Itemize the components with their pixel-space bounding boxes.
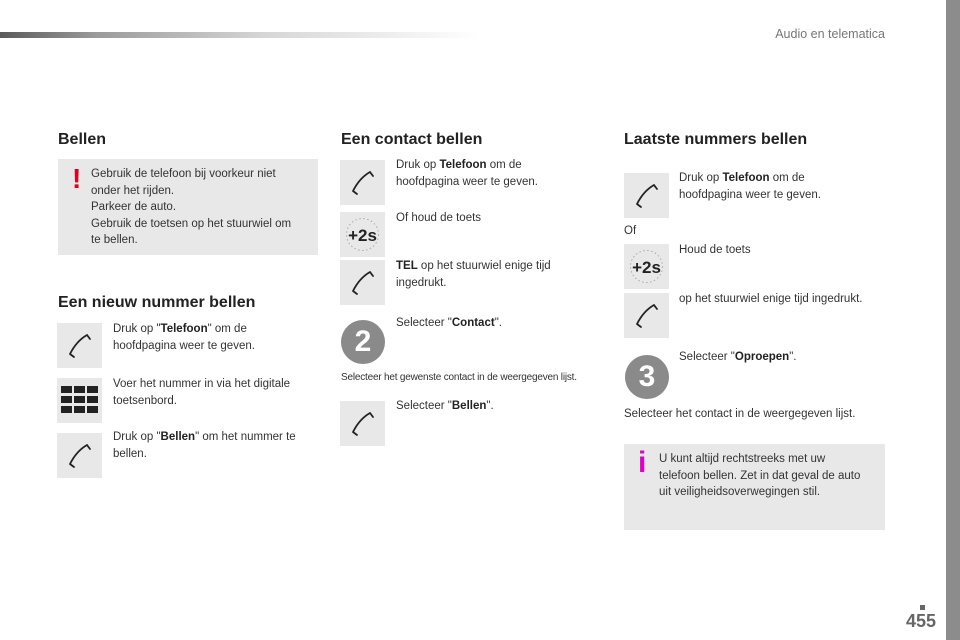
phone-tile bbox=[624, 293, 669, 338]
col2-step4-text: Selecteer "Contact". bbox=[396, 317, 502, 329]
col3-step3-text: op het stuurwiel enige tijd ingedrukt. bbox=[679, 293, 863, 305]
col3-step2-text: Houd de toets bbox=[679, 244, 751, 256]
keypad-tile bbox=[57, 378, 102, 423]
heading-contact: Een contact bellen bbox=[341, 131, 483, 148]
side-strip bbox=[946, 0, 960, 640]
phone-icon bbox=[340, 260, 385, 305]
phone-icon bbox=[624, 293, 669, 338]
hold-timer-icon bbox=[340, 212, 385, 257]
col3-step5-text: Selecteer het contact in de weergegeven lijst. bbox=[624, 408, 856, 420]
keypad-icon bbox=[57, 378, 102, 423]
col3-step1-text: Druk op Telefoon om de hoofdpagina weer te geven. bbox=[679, 172, 821, 201]
hold-timer-icon bbox=[624, 244, 669, 289]
phone-tile bbox=[340, 260, 385, 305]
col1-step3-text: Druk op "Bellen" om het nummer te bellen. bbox=[113, 431, 296, 460]
phone-icon bbox=[340, 160, 385, 205]
col2-note: Selecteer het gewenste contact in de weergegeven lijst. bbox=[341, 372, 577, 383]
info-icon: i bbox=[638, 446, 647, 479]
col1-step1-text: Druk op "Telefoon" om de hoofdpagina weer te geven. bbox=[113, 323, 255, 352]
warning-text: Gebruik de telefoon bij voorkeur niet onder het rijden. Parkeer de auto. Gebruik de toetsen op het stuurwiel om te bellen. bbox=[91, 168, 292, 246]
phone-tile bbox=[57, 433, 102, 478]
heading-recent: Laatste nummers bellen bbox=[624, 131, 808, 148]
col2-step3-text: TEL op het stuurwiel enige tijd ingedrukt. bbox=[396, 260, 551, 289]
col3-or: Of bbox=[624, 225, 637, 237]
col3-step4-text: Selecteer "Oproepen". bbox=[679, 351, 797, 363]
heading-new-number: Een nieuw nummer bellen bbox=[58, 294, 256, 311]
info-box bbox=[624, 444, 885, 530]
phone-tile bbox=[57, 323, 102, 368]
step-number-2: 2 bbox=[341, 320, 385, 364]
svg-text:+2s: +2s bbox=[632, 258, 661, 277]
col2-step5-text: Selecteer "Bellen". bbox=[396, 400, 494, 412]
phone-icon bbox=[624, 173, 669, 218]
phone-tile bbox=[340, 401, 385, 446]
header-gradient-bar bbox=[0, 32, 480, 38]
step-number-3: 3 bbox=[625, 355, 669, 399]
phone-tile bbox=[624, 173, 669, 218]
page-number: 455 bbox=[905, 611, 936, 631]
phone-icon bbox=[57, 323, 102, 368]
warning-box bbox=[58, 159, 318, 255]
col1-step2-text: Voer het nummer in via het digitale toetsenbord. bbox=[113, 378, 291, 407]
hold-2s-tile bbox=[340, 212, 385, 257]
col2-step2-text: Of houd de toets bbox=[396, 212, 482, 224]
hold-2s-tile bbox=[624, 244, 669, 289]
phone-icon bbox=[340, 401, 385, 446]
svg-text:+2s: +2s bbox=[348, 226, 377, 245]
col2-step1-text: Druk op Telefoon om de hoofdpagina weer te geven. bbox=[396, 159, 538, 188]
heading-bellen: Bellen bbox=[58, 131, 107, 148]
phone-icon bbox=[57, 433, 102, 478]
info-text: U kunt altijd rechtstreeks met uw telefoon bellen. Zet in dat geval de auto uit veiligheidsoverwegingen stil. bbox=[659, 453, 861, 498]
section-title: Audio en telematica bbox=[775, 27, 885, 41]
phone-tile bbox=[340, 160, 385, 205]
warning-icon: ! bbox=[72, 163, 82, 194]
page-dot bbox=[920, 605, 925, 610]
